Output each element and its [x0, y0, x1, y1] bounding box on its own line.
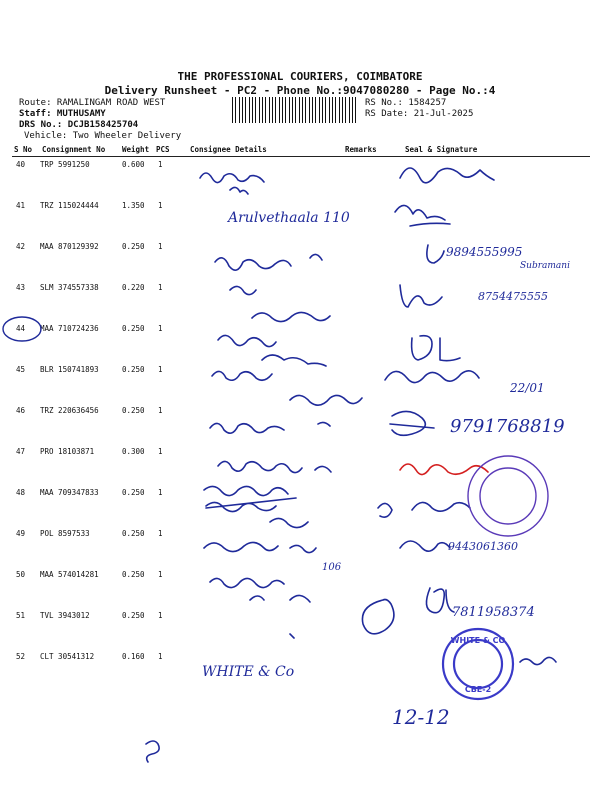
row-weight: 0.300 [122, 447, 145, 456]
row-pcs: 1 [158, 283, 163, 292]
row-consignment: MAA 710724236 [40, 324, 99, 333]
row-pcs: 1 [158, 160, 163, 169]
barcode-bar [355, 97, 356, 123]
barcode-bar [315, 97, 316, 123]
hw-row52-consignee: WHITE & Co [202, 664, 295, 680]
hw-row42-phone: 9894555995 [446, 245, 523, 259]
barcode-bar [265, 97, 266, 123]
signature-row-44 [412, 336, 460, 361]
barcode-bar [262, 97, 263, 123]
row-weight: 0.250 [122, 365, 145, 374]
row-pcs: 1 [158, 652, 163, 661]
row-consignment: MAA 574014281 [40, 570, 99, 579]
row-sno: 46 [16, 406, 26, 415]
row-weight: 0.250 [122, 488, 145, 497]
row-pcs: 1 [158, 406, 163, 415]
hw-row50-number: 106 [322, 562, 342, 573]
table-row [0, 242, 600, 254]
table-row [0, 365, 600, 377]
barcode-bar [339, 97, 340, 123]
row-sno: 42 [16, 242, 26, 251]
barcode-bar [305, 97, 306, 123]
row-pcs: 1 [158, 201, 163, 210]
barcode-bar [252, 97, 253, 123]
barcode-bar [345, 97, 346, 123]
row-sno: 45 [16, 365, 26, 374]
barcode-bar [292, 97, 293, 123]
rs-date: RS Date: 21-Jul-2025 [365, 109, 474, 119]
barcode-bar [282, 97, 283, 123]
table-row [0, 406, 600, 418]
barcode-bar [309, 97, 310, 123]
stamp-top-text: WHITE & CO [450, 636, 506, 645]
row-sno: 50 [16, 570, 26, 579]
col-remarks: Remarks [345, 145, 377, 154]
barcode-bar [332, 97, 333, 123]
vehicle-label: Vehicle: Two Wheeler Delivery [24, 131, 182, 141]
table-row [0, 611, 600, 623]
signature-row-46-consignee [210, 422, 330, 433]
barcode-bar [255, 97, 256, 123]
col-consignment: Consignment No [42, 145, 106, 154]
row-weight: 0.250 [122, 611, 145, 620]
row-pcs: 1 [158, 447, 163, 456]
row-consignment: MAA 870129392 [40, 242, 99, 251]
barcode-bar [322, 97, 323, 123]
table-row [0, 283, 600, 295]
row-consignment: TVL 3943012 [40, 611, 90, 620]
barcode-bar [285, 97, 286, 123]
signature-row-51 [426, 588, 454, 613]
runsheet-subtitle: Delivery Runsheet - PC2 - Phone No.:9047080280 - Page No.:4 [104, 84, 496, 97]
row-51-tick [290, 634, 294, 638]
table-row [0, 529, 600, 541]
table-row [0, 324, 600, 336]
row-sno: 43 [16, 283, 26, 292]
barcode-bar [272, 97, 273, 123]
barcode-bar [232, 97, 233, 123]
barcode-bar [342, 97, 343, 123]
row-pcs: 1 [158, 529, 163, 538]
barcode-bar [335, 97, 336, 123]
signature-row-49 [400, 541, 450, 551]
signature-row-40-consignee [200, 173, 264, 194]
col-consignee: Consignee Details [190, 145, 267, 154]
hw-bottom-note: 12-12 [392, 705, 450, 729]
row-sno: 41 [16, 201, 26, 210]
row-sno: 47 [16, 447, 26, 456]
row-consignment: POL 8597533 [40, 529, 90, 538]
hw-row41-consignee: Arulvethaala 110 [228, 210, 350, 226]
row-sno: 40 [16, 160, 26, 169]
barcode-bar [269, 97, 270, 123]
col-seal: Seal & Signature [405, 145, 478, 154]
hw-row46-phone: 9791768819 [450, 416, 565, 437]
row-sno: 49 [16, 529, 26, 538]
barcode [232, 97, 356, 123]
row-weight: 0.250 [122, 242, 145, 251]
barcode-bar [349, 97, 350, 123]
row-weight: 0.250 [122, 529, 145, 538]
col-sno: S No [14, 145, 33, 154]
row-pcs: 1 [158, 488, 163, 497]
row-weight: 0.600 [122, 160, 145, 169]
row-sno: 52 [16, 652, 26, 661]
row-pcs: 1 [158, 570, 163, 579]
barcode-bar [279, 97, 280, 123]
barcode-bar [249, 97, 250, 123]
route-label: Route: RAMALINGAM ROAD WEST [19, 98, 166, 108]
barcode-bar [299, 97, 300, 123]
row-pcs: 1 [158, 242, 163, 251]
company-title: THE PROFESSIONAL COURIERS, COIMBATORE [177, 70, 423, 83]
col-pcs: PCS [156, 145, 170, 154]
row-weight: 0.250 [122, 324, 145, 333]
table-row [0, 447, 600, 459]
row-consignment: TRZ 220636456 [40, 406, 99, 415]
table-row [0, 201, 600, 213]
row-sno: 48 [16, 488, 26, 497]
hw-row45-phone: 22/01 [510, 381, 545, 395]
signature-row-47 [400, 464, 488, 475]
barcode-bar [242, 97, 243, 123]
row-sno: 44 [16, 324, 26, 333]
table-row [0, 652, 600, 664]
row-sno: 51 [16, 611, 26, 620]
barcode-bar [259, 97, 260, 123]
row-weight: 0.160 [122, 652, 145, 661]
row-weight: 0.250 [122, 406, 145, 415]
barcode-bar [319, 97, 320, 123]
barcode-bar [245, 97, 246, 123]
staff-label: Staff: MUTHUSAMY [19, 109, 106, 119]
signature-row-47-consignee [218, 461, 331, 472]
row-weight: 0.220 [122, 283, 145, 292]
table-row [0, 160, 600, 172]
barcode-bar [329, 97, 330, 123]
row-consignment: MAA 709347833 [40, 488, 99, 497]
row-pcs: 1 [158, 611, 163, 620]
row-consignment: PRO 18103871 [40, 447, 95, 456]
header-divider [12, 156, 590, 157]
white-co-stamp [443, 629, 513, 699]
stamp-bottom-text: CBE-2 [464, 685, 492, 694]
barcode-bar [352, 97, 353, 123]
bottom-squiggle [146, 741, 159, 762]
barcode-bar [275, 97, 276, 123]
hw-row43-phone: 8754475555 [478, 290, 548, 303]
col-weight: Weight [122, 145, 150, 154]
barcode-bar [302, 97, 303, 123]
signature-row-44-consignee [218, 335, 326, 366]
barcode-bar [235, 97, 236, 123]
signature-row-42-consignee [215, 254, 322, 270]
barcode-bar [295, 97, 296, 123]
hw-row42-name: Subramani [520, 261, 570, 271]
row-consignment: TRZ 115024444 [40, 201, 99, 210]
row-pcs: 1 [158, 365, 163, 374]
row-consignment: TRP 5991250 [40, 160, 90, 169]
drs-label: DRS No.: DCJB158425704 [19, 120, 139, 130]
hw-row49-phone: 9443061360 [448, 540, 518, 553]
barcode-bar [289, 97, 290, 123]
row-weight: 0.250 [122, 570, 145, 579]
rs-number: RS No.: 1584257 [365, 98, 447, 108]
signature-row-48 [378, 502, 470, 517]
hw-row51-phone: 7811958374 [452, 605, 535, 620]
row-pcs: 1 [158, 324, 163, 333]
row-consignment: BLR 150741893 [40, 365, 99, 374]
barcode-bar [312, 97, 313, 123]
row-consignment: SLM 374557338 [40, 283, 99, 292]
row-consignment: CLT 30541312 [40, 652, 95, 661]
table-row [0, 488, 600, 500]
row-weight: 1.350 [122, 201, 145, 210]
table-row [0, 570, 600, 582]
barcode-bar [239, 97, 240, 123]
barcode-bar [325, 97, 326, 123]
signature-row-49-consignee [204, 542, 316, 552]
